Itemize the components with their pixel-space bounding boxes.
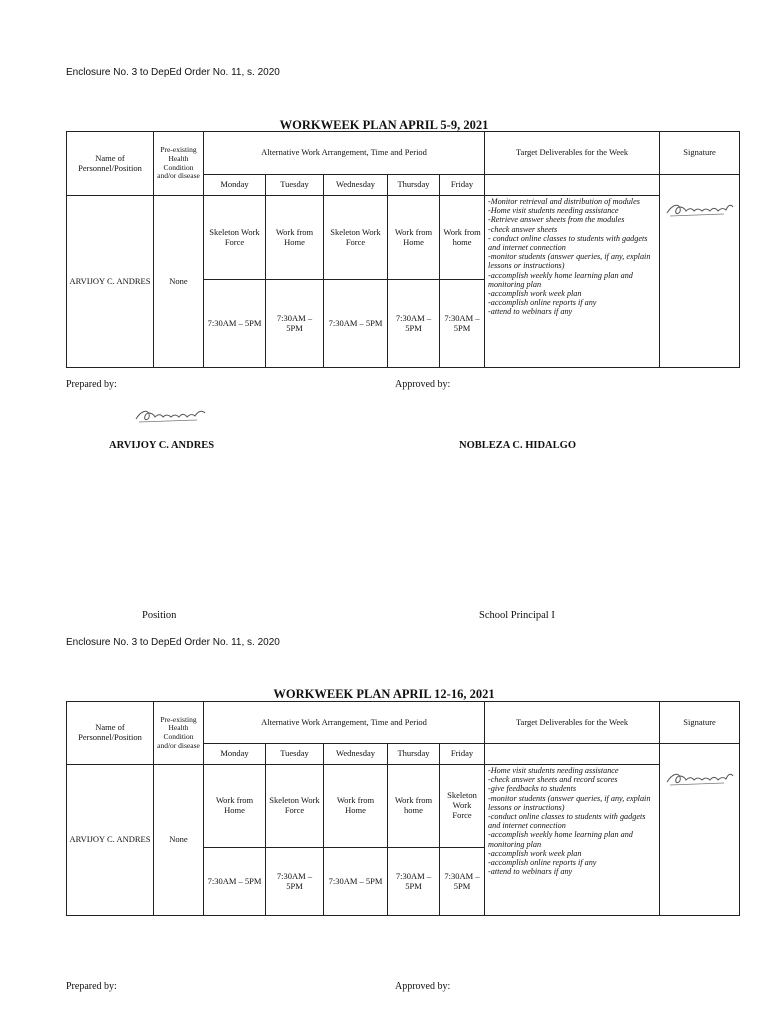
header-signature: Signature (660, 132, 740, 175)
deliverable-item: -Retrieve answer sheets from the modules (488, 215, 625, 225)
time-friday: 7:30AM – 5PM (440, 280, 485, 368)
header-deliverables: Target Deliverables for the Week (485, 132, 660, 175)
day-wednesday: Wednesday (324, 744, 388, 765)
header-arrangement: Alternative Work Arrangement, Time and Period (204, 702, 485, 744)
workweek-table (66, 131, 740, 368)
arrangement-friday: Work from home (440, 196, 485, 280)
deliverable-item: -Monitor retrieval and distribution of modules (488, 197, 640, 206)
prepared-by-name: ARVIJOY C. ANDRES (109, 440, 215, 451)
time-friday: 7:30AM – 5PM (440, 848, 485, 916)
approved-by-name: NOBLEZA C. HIDALGO (459, 440, 576, 451)
preparer-signature-image (133, 404, 211, 428)
time-wednesday: 7:30AM – 5PM (324, 848, 388, 916)
health-condition: None (154, 765, 204, 916)
personnel-name: ARVIJOY C. ANDRES (67, 196, 154, 368)
approved-by-label: Approved by: (395, 379, 451, 390)
approved-by-role: School Principal I (479, 610, 555, 621)
deliverable-item: -accomplish weekly home learning plan and monitoring plan (488, 270, 633, 289)
arrangement-tuesday: Work from Home (266, 196, 324, 280)
time-monday: 7:30AM – 5PM (204, 848, 266, 916)
deliverable-item: -attend to webinars if any (488, 307, 573, 317)
day-thursday: Thursday (388, 175, 440, 196)
header-signature: Signature (660, 702, 740, 744)
day-monday: Monday (204, 744, 266, 765)
deliverable-item: -accomplish work week plan (488, 848, 582, 858)
arrangement-thursday: Work from Home (388, 196, 440, 280)
arrangement-monday: Skeleton Work Force (204, 196, 266, 280)
time-thursday: 7:30AM – 5PM (388, 280, 440, 368)
prepared-by-label: Prepared by: (66, 379, 117, 390)
enclosure-note: Enclosure No. 3 to DepEd Order No. 11, s. 2020 (66, 67, 280, 78)
enclosure-note: Enclosure No. 3 to DepEd Order No. 11, s. 2020 (66, 637, 280, 648)
signature-image (664, 199, 736, 221)
day-friday: Friday (440, 175, 485, 196)
deliverable-item: -accomplish online reports if any (488, 857, 597, 867)
arrangement-monday: Work from Home (204, 765, 266, 848)
header-name: Name of Personnel/Position (67, 702, 154, 765)
arrangement-wednesday: Skeleton Work Force (324, 196, 388, 280)
day-friday: Friday (440, 744, 485, 765)
header-name: Name of Personnel/Position (67, 132, 154, 196)
signature-cell (660, 196, 740, 368)
deliverables-cell (485, 196, 660, 368)
deliverable-item: - conduct online classes to students with gadgets and internet connection (488, 233, 648, 252)
workweek-table (66, 701, 740, 916)
arrangement-wednesday: Work from Home (324, 765, 388, 848)
prepared-by-label: Prepared by: (66, 981, 117, 992)
health-condition: None (154, 196, 204, 368)
header-arrangement: Alternative Work Arrangement, Time and Period (204, 132, 485, 175)
day-thursday: Thursday (388, 744, 440, 765)
personnel-name: ARVIJOY C. ANDRES (67, 765, 154, 916)
deliverable-item: -accomplish work week plan (488, 288, 582, 298)
deliverable-item: -Home visit students needing assistance (488, 206, 619, 216)
deliverable-item: -monitor students (answer queries, if any, explain lessons or instructions) (488, 252, 651, 271)
time-tuesday: 7:30AM – 5PM (266, 848, 324, 916)
header-health: Pre-existing Health Condition and/or disease (154, 702, 204, 765)
deliverable-item: -conduct online classes to students with gadgets and internet connection (488, 811, 646, 831)
deliverable-item: -accomplish online reports if any (488, 298, 597, 308)
signature-cell (660, 765, 740, 916)
deliverable-item: -monitor students (answer queries, if any, explain lessons or instructions) (488, 793, 651, 812)
day-wednesday: Wednesday (324, 175, 388, 196)
time-wednesday: 7:30AM – 5PM (324, 280, 388, 368)
deliverable-item: -give feedbacks to students (488, 784, 577, 794)
day-tuesday: Tuesday (266, 744, 324, 765)
deliverables-cell (485, 765, 660, 916)
day-tuesday: Tuesday (266, 175, 324, 196)
arrangement-tuesday: Skeleton Work Force (266, 765, 324, 848)
signature-image (664, 768, 736, 790)
plan-title: WORKWEEK PLAN APRIL 12-16, 2021 (273, 687, 495, 701)
deliverable-item: -check answer sheets and record scores (488, 775, 618, 785)
plan-title: WORKWEEK PLAN APRIL 5-9, 2021 (279, 118, 489, 132)
prepared-by-role: Position (142, 610, 177, 621)
deliverable-item: -check answer sheets (488, 224, 558, 234)
approved-by-label: Approved by: (395, 981, 451, 992)
header-health: Pre-existing Health Condition and/or disease (154, 132, 204, 196)
deliverable-item: -accomplish weekly home learning plan and monitoring plan (488, 830, 633, 849)
time-thursday: 7:30AM – 5PM (388, 848, 440, 916)
arrangement-thursday: Work from home (388, 765, 440, 848)
deliverable-item: -attend to webinars if any (488, 867, 573, 877)
deliverable-item: -Home visit students needing assistance (488, 766, 619, 775)
time-tuesday: 7:30AM – 5PM (266, 280, 324, 368)
day-monday: Monday (204, 175, 266, 196)
time-monday: 7:30AM – 5PM (204, 280, 266, 368)
arrangement-friday: Skeleton Work Force (440, 765, 485, 848)
header-deliverables: Target Deliverables for the Week (485, 702, 660, 744)
